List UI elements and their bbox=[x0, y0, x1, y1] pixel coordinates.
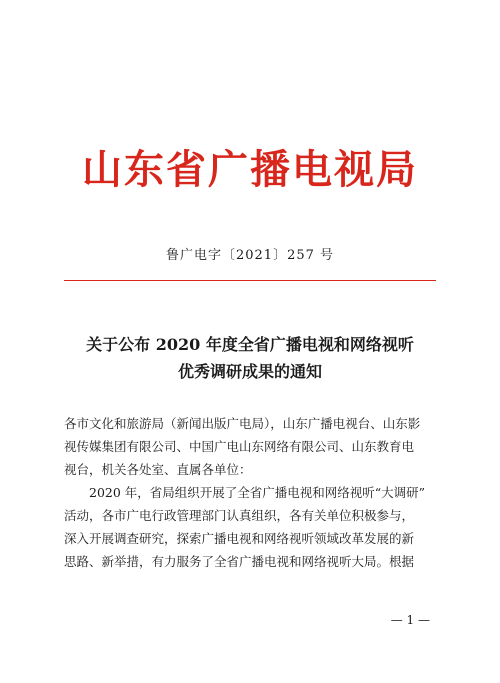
agency-header: 山东省广播电视局 bbox=[82, 147, 418, 193]
document-number: 鲁广电字〔2021〕257 号 bbox=[165, 248, 335, 263]
body-line: 深入开展调查研究，探索广播电视和网络视听领域改革发展的新 bbox=[64, 531, 415, 546]
notice-title-line-2: 优秀调研成果的通知 bbox=[177, 362, 322, 381]
body-line: 各市文化和旅游局（新闻出版广电局），山东广播电视台、山东影 bbox=[64, 416, 421, 431]
page-number: — 1 — bbox=[390, 613, 430, 627]
body-line: 视传媒集团有限公司、中国广电山东网络有限公司、山东教育电 bbox=[64, 439, 415, 454]
notice-title bbox=[40, 331, 460, 385]
notice-title-line-1: 关于公布 2020 年度全省广播电视和网络视听 bbox=[86, 335, 414, 354]
body-line: 活动，各市广电行政管理部门认真组织，各有关单位积极参与， bbox=[64, 508, 415, 523]
body-line: 2020 年，省局组织开展了全省广播电视和网络视听“大调研” bbox=[64, 485, 426, 500]
body-line: 思路、新举措，有力服务了全省广播电视和网络视听大局。根据 bbox=[64, 554, 415, 569]
red-separator-line bbox=[64, 280, 436, 281]
notice-body bbox=[64, 412, 436, 573]
body-line: 视台，机关各处室、直属各单位： bbox=[64, 462, 252, 477]
